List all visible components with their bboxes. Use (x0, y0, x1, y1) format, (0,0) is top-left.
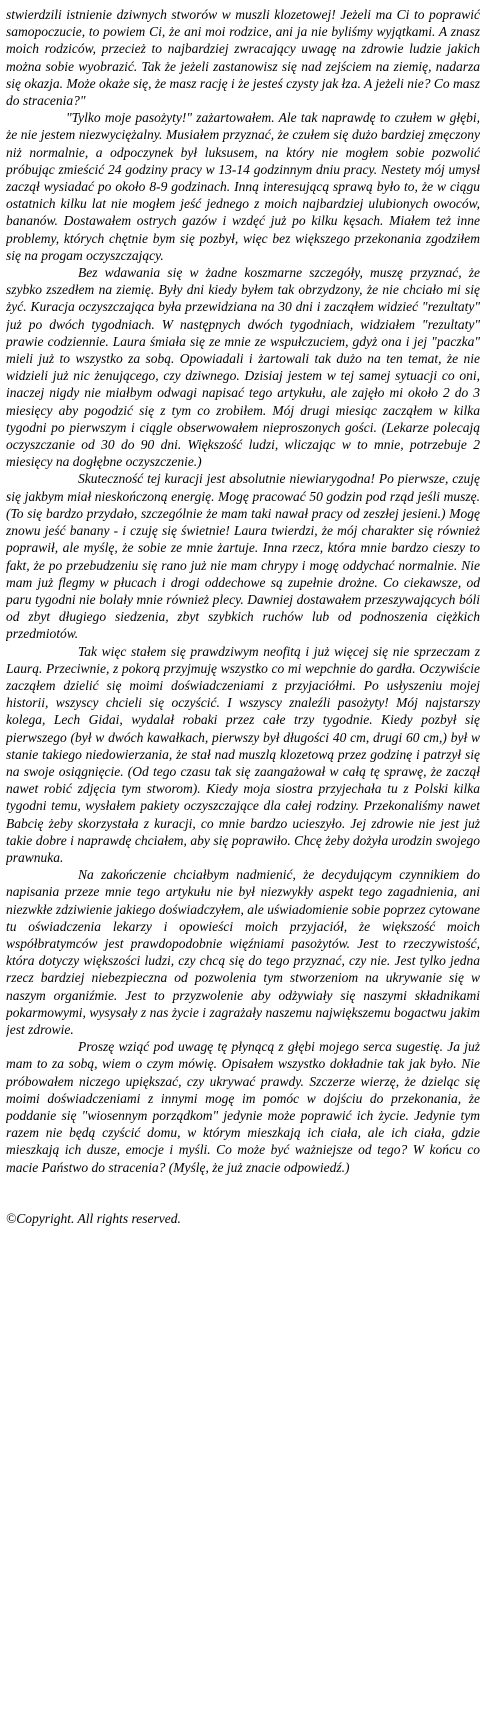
copyright-notice: ©Copyright. All rights reserved. (6, 1210, 181, 1226)
article-page (6, 6, 480, 1716)
paragraph-2: "Tylko moje pasożyty!" zażartowałem. Ale tak naprawdę to czułem w głębi, że nie jestem niezwyciężalny. Musiałem przyznać, że czułem się dużo bardziej zmęczony niż normalnie, a odpoczynek był luksusem, na który nie mogłem sobie pozwolić próbując zmieścić 24 godziny pracy w 13-14 godzinnym dniu pracy. Nestety mój umysł zaczął wysiadać po około 8-9 godzinach. Inną interesującą sprawą było to, że w ciągu ostatnich kilku lat nie mogłem jeść jednego z moich najbardziej ulubionych owoców, bananów. Dostawałem ostrych gazów i wzdęć już po kilku kęsach. Miałem też inne problemy, których chętnie bym się pozbył, więc bez większego przekonania zgodziłem się na progam oczyszczający. (6, 110, 480, 263)
paragraph-1: stwierdzili istnienie dziwnych stworów w muszli klozetowej! Jeżeli ma Ci to poprawić samopoczucie, to powiem Ci, że ani moi rodzice, ani ja nie byliśmy wyjątkami. A znasz moich rodziców, przecież to najbardziej zwracający uwagę na zdrowie ludzie jakich można sobie wyobrazić. Tak że jeżeli zastanowisz się nad zejściem na ziemię, nadarza się okazja. Może okaże się, że masz rację i że jesteś czysty jak łza. A jeżeli nie? Co masz do stracenia?" (6, 7, 480, 109)
paragraph-6: Na zakończenie chciałbym nadmienić, że decydującym czynnikiem do napisania przeze mnie tego artykułu nie był niezwykły aspekt tego zagadnienia, ani niezwkłe zdziwienie jakiego doświadczyłem, ale uświadomienie sobie poprzez cytowane tu oświadczenia lekarzy i opowieści moich przyjaciół, że większość moich współbratymców jest prawdopodobnie więźniami pasożytów. Jest to rzeczywistość, która dotyczy większości ludzi, czy chcą się do tego przyznać, czy nie. Jest tylko jedna rzecz bardziej niebezpieczna od pozwolenia tym stworzeniom na ukrywanie się w naszym organiźmie. Jest to przyzwolenie aby odżywiały się naszymi składnikami pokarmowymi, wysysały z nas życie i zagrażały naszemu największemu bogactwu jakim jest zdrowie. (6, 867, 480, 1037)
paragraph-3: Bez wdawania się w żadne koszmarne szczegóły, muszę przyznać, że szybko zszedłem na ziemię. Były dni kiedy byłem tak obrzydzony, że nie chciało mi się żyć. Kuracja oczyszczająca była przewidziana na 30 dni i zacząłem widzieć "rezultaty" już po dwóch tygodniach. W następnych dwóch tygodniach, widziałem "rezultaty" prawie codziennie. Laura śmiała się ze mnie ze wspułczuciem, gdyż ona i jej "paczka" mieli już to wszystko za sobą. Opowiadali i żartowali tak dużo na ten temat, że nie widzieli już nic żenującego, czy dziwnego. Dzisiaj jestem w tej samej sytuacji co oni, inaczej nigdy nie miałbym odwagi napisać tego artykułu, ale zajęło mi około 2 do 3 miesięcy aby pogodzić się z tym co zrobiłem. Mój drugi miesiąc zacząłem w kilka tygodni po pierwszym i ciągle obserwowałem nieproszonych gości. (Lekarze polecają oczyszczanie od 30 do 90 dni. Większość ludzi, wliczając w to mnie, potrzebuje 2 miesięcy na dogłębne oczyszczenie.) (6, 265, 480, 470)
paragraph-7: Proszę wziąć pod uwagę tę płynącą z głębi mojego serca sugestię. Ja już mam to za sobą, wiem o czym mówię. Opisałem wszystko dokładnie tak jak było. Nie próbowałem niczego upiększać, czy ukrywać prawdy. Szczerze wierzę, że dzieląc się moimi doświadczeniami z innymi mogę im pomóc w dojściu do przekonania, że poddanie się "wiosennym porządkom" jedynie może poprawić ich życie. Jedynie tym razem nie będą czyścić domu, w którym mieszkają ich ciała, ale ich ciała, gdzie mieszkają ich dusze, emocje i myśli. Co może być ważniejsze od tego? W końcu co macie Państwo do stracenia? (Myślę, że już znacie odpowiedź.) (6, 1039, 480, 1175)
paragraph-4: Skuteczność tej kuracji jest absolutnie niewiarygodna! Po pierwsze, czuję się jakbym miał nieskończoną energię. Mogę pracować 50 godzin pod rząd jeśli muszę. (To się bardzo przydało, szczególnie że mam taki nawał pracy od zeszłej jesieni.) Mogę znowu jeść banany - i czuję się świetnie! Laura twierdzi, że mój charakter się również poprawił, ale myślę, że sobie ze mnie żartuje. Inna rzecz, która mnie bardzo cieszy to fakt, że po przebudzeniu się rano już nie mam chrypy i mogę oddychać normalnie. Nie mam już flegmy w płucach i drogi oddechowe są zupełnie drożne. Co ciekawsze, od paru tygodni nie bolały mnie również plecy. Dawniej dostawałem przeszywających bóli od zbyt długiego siedzenia, zbyt szybkich ruchów lub od podnoszenia ciężkich przedmiotów. (6, 471, 480, 642)
paragraph-5: Tak więc stałem się prawdziwym neofitą i już więcej się nie sprzeczam z Laurą. Przeciwnie, z pokorą przyjmuję wszystko co mi wepchnie do gardła. Oczywiście zacząłem dzielić się moimi doświadczeniami z przyjaciółmi. Po usłyszeniu mojej historii, wszyscy chcieli się oczyścić. I wszyscy znaleźli pasożyty! Mój najstarszy kolega, Lech Gidai, wydalał robaki przez całe trzy tygodnie. Kiedy pozbył się pierwszego (był w dwóch kawałkach, pierwszy był długości 40 cm, drugi 60 cm,) był w stanie takiego niedowierzania, że stał nad muszlą klozetową przez godzinę i patrzył się na swoje osiągnięcie. (Od tego czasu tak się zaangażował w całą tę sprawę, że zaczął nawet robić zdjęcia tym stworom). Kiedy moja siostra przyjechała tu z Polski kilka tygodni temu, wysłałem pakiety oczyszczające dla całej rodziny. Przekonaliśmy nawet Babcię żeby skorzystała z kuracji, co mnie bardzo ucieszyło. Jej zdrowie nie jest już takie dobre i naprawdę chciałem, aby się poprawiło. Chcę żeby dożyła urodzin swojego prawnuka. (6, 643, 480, 865)
